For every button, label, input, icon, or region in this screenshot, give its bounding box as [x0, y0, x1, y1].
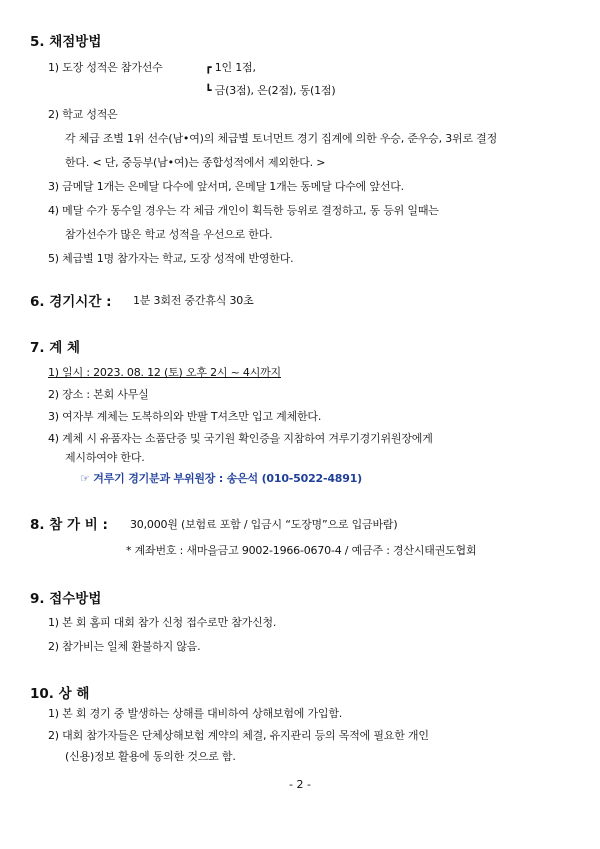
- s5-item-1: 1) 도장 성적은 참가선수: [48, 61, 163, 74]
- s10-item-1: 1) 본 회 경기 중 발생하는 상해를 대비하여 상해보험에 가입함.: [48, 707, 343, 720]
- page-number: - 2 -: [289, 778, 311, 791]
- s6-text: 1분 3회전 중간휴식 30초: [133, 294, 254, 307]
- s7-contact: ☞ 겨루기 경기분과 부위원장 : 송은석 (010-5022-4891): [80, 472, 362, 485]
- s7-item-4-line-2: 제시하여야 한다.: [65, 451, 145, 464]
- section-10-title: 10. 상 해: [30, 686, 90, 702]
- s7-item-1: 1) 일시 : 2023. 08. 12 (토) 오후 2시 ~ 4시까지: [48, 366, 281, 379]
- s7-item-4-line-1: 4) 계체 시 유품자는 소품단증 및 국기원 확인증을 지참하여 겨루기경기위원장에게: [48, 432, 433, 445]
- section-9-title: 9. 접수방법: [30, 591, 102, 607]
- section-6-title: 6. 경기시간 :: [30, 294, 112, 310]
- s9-item-1: 1) 본 회 홈피 대회 참가 신청 접수로만 참가신청.: [48, 616, 277, 629]
- s7-item-3: 3) 여자부 계체는 도복하의와 반팔 T셔츠만 입고 계체한다.: [48, 410, 322, 423]
- s5-item-1-a: ┏ 1인 1점,: [205, 61, 256, 74]
- s5-item-4-line-2: 참가선수가 많은 학교 성적을 우선으로 한다.: [65, 228, 273, 241]
- s10-item-2-line-2: (신용)정보 활용에 동의한 것으로 함.: [65, 750, 236, 763]
- section-7-title: 7. 계 체: [30, 340, 81, 356]
- s5-item-3: 3) 금메달 1개는 은메달 다수에 앞서며, 은메달 1개는 동메달 다수에 앞선다.: [48, 180, 404, 193]
- s5-item-5: 5) 체급별 1명 참가자는 학교, 도장 성적에 반영한다.: [48, 252, 294, 265]
- s8-text: 30,000원 (보험료 포함 / 입금시 “도장명”으로 입금바람): [130, 518, 398, 531]
- section-8-title: 8. 참 가 비 :: [30, 517, 108, 533]
- s5-item-1-b: ┗ 금(3점), 은(2점), 동(1점): [205, 84, 336, 97]
- s10-item-2-line-1: 2) 대회 참가자들은 단체상해보험 계약의 체결, 유지관리 등의 목적에 필요한 개인: [48, 729, 429, 742]
- s9-item-2: 2) 참가비는 일체 환불하지 않음.: [48, 640, 201, 653]
- s7-item-2: 2) 장소 : 본회 사무실: [48, 388, 149, 401]
- s5-item-2-line-2: 한다. < 단, 중등부(남•여)는 종합성적에서 제외한다. >: [65, 156, 326, 169]
- s5-item-2-line-1: 각 체급 조별 1위 선수(남•여)의 체급별 토너먼트 경기 집계에 의한 우승, 준우승, 3위로 결정: [65, 132, 497, 145]
- s5-item-4-line-1: 4) 메달 수가 동수일 경우는 각 체급 개인이 획득한 등위로 결정하고, 동 등위 일때는: [48, 204, 439, 217]
- section-5-title: 5. 채점방법: [30, 34, 102, 50]
- s8-account: * 계좌번호 : 새마을금고 9002-1966-0670-4 / 예금주 : 경산시태권도협회: [126, 544, 477, 557]
- s5-item-2: 2) 학교 성적은: [48, 108, 118, 121]
